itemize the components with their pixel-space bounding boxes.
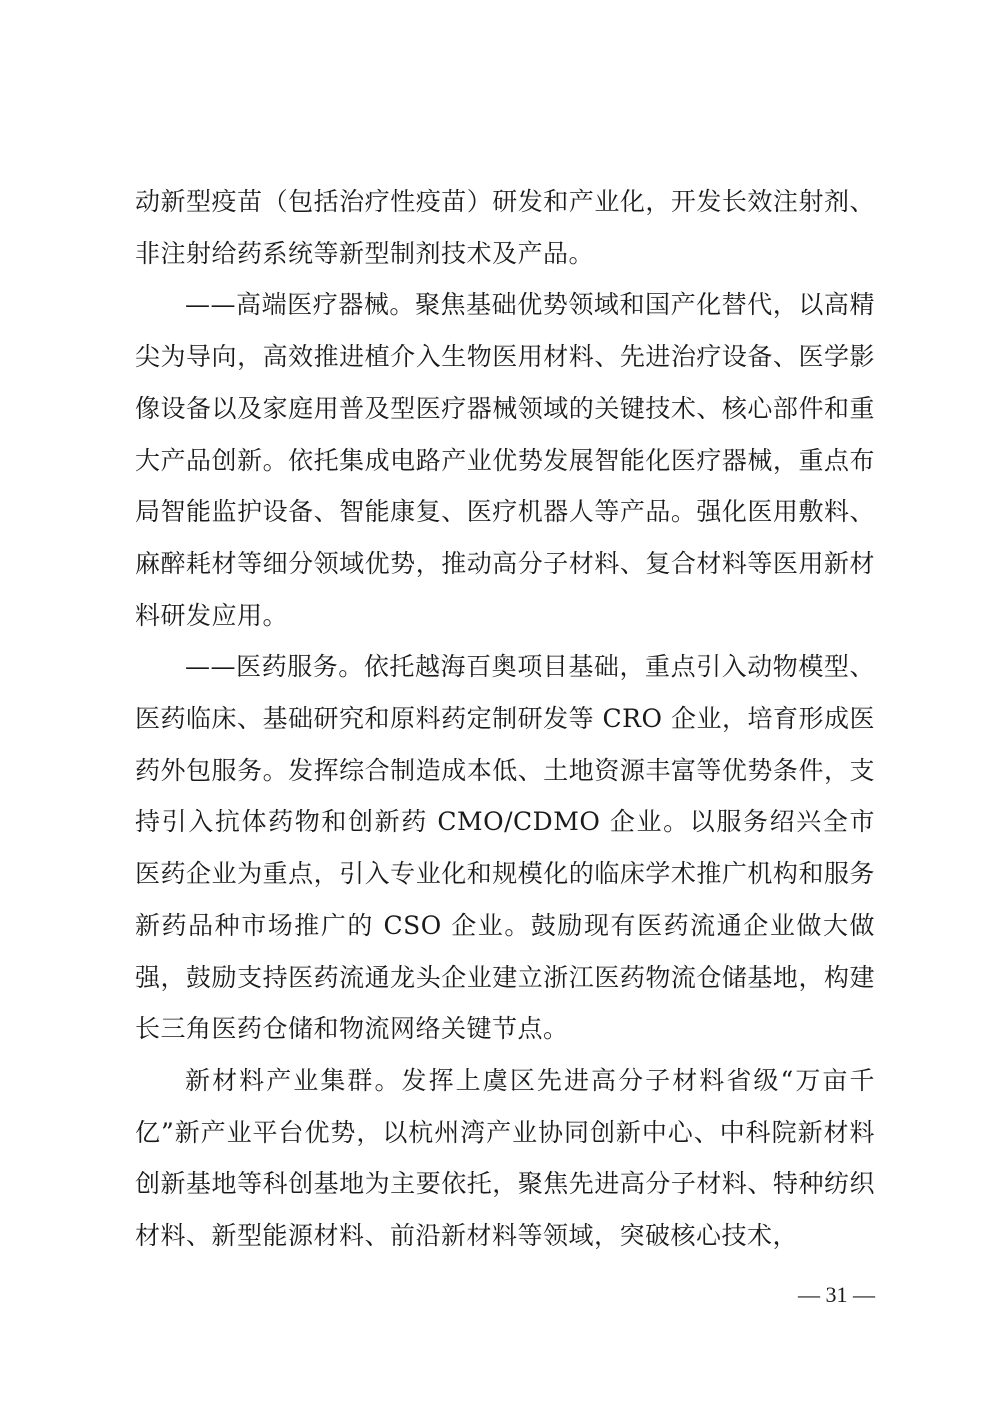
paragraph-pharma-services: ——医药服务。依托越海百奥项目基础，重点引入动物模型、医药临床、基础研究和原料药定制研发等 CRO 企业，培育形成医药外包服务。发挥综合制造成本低、土地资源丰富等优势条件，支持引入抗体药物和创新药 CMO/CDMO 企业。以服务绍兴全市医药企业为重点，引入专业化和规模化的临床学术推广机构和服务新药品种市场推广的 CSO 企业。鼓励现有医药流通企业做大做强，鼓励支持医药流通龙头企业建立浙江医药物流仓储基地，构建长三角医药仓储和物流网络关键节点。 bbox=[135, 652, 875, 1044]
paragraph-vaccine-continuation: 动新型疫苗（包括治疗性疫苗）研发和产业化，开发长效注射剂、非注射给药系统等新型制剂技术及产品。 bbox=[135, 187, 875, 268]
paragraph-new-materials: 新材料产业集群。发挥上虞区先进高分子材料省级“万亩千亿”新产业平台优势，以杭州湾产业协同创新中心、中科院新材料创新基地等科创基地为主要依托，聚焦先进高分子材料、特种纺织材料、新型能源材料、前沿新材料等领域，突破核心技术， bbox=[135, 1065, 875, 1251]
body-text bbox=[135, 176, 875, 1262]
paragraph-medical-devices: ——高端医疗器械。聚焦基础优势领域和国产化替代，以高精尖为导向，高效推进植介入生物医用材料、先进治疗设备、医学影像设备以及家庭用普及型医疗器械领域的关键技术、核心部件和重大产品创新。依托集成电路产业优势发展智能化医疗器械，重点布局智能监护设备、智能康复、医疗机器人等产品。强化医用敷料、麻醉耗材等细分领域优势，推动高分子材料、复合材料等医用新材料研发应用。 bbox=[135, 290, 875, 630]
page-number: — 31 — bbox=[798, 1282, 875, 1307]
